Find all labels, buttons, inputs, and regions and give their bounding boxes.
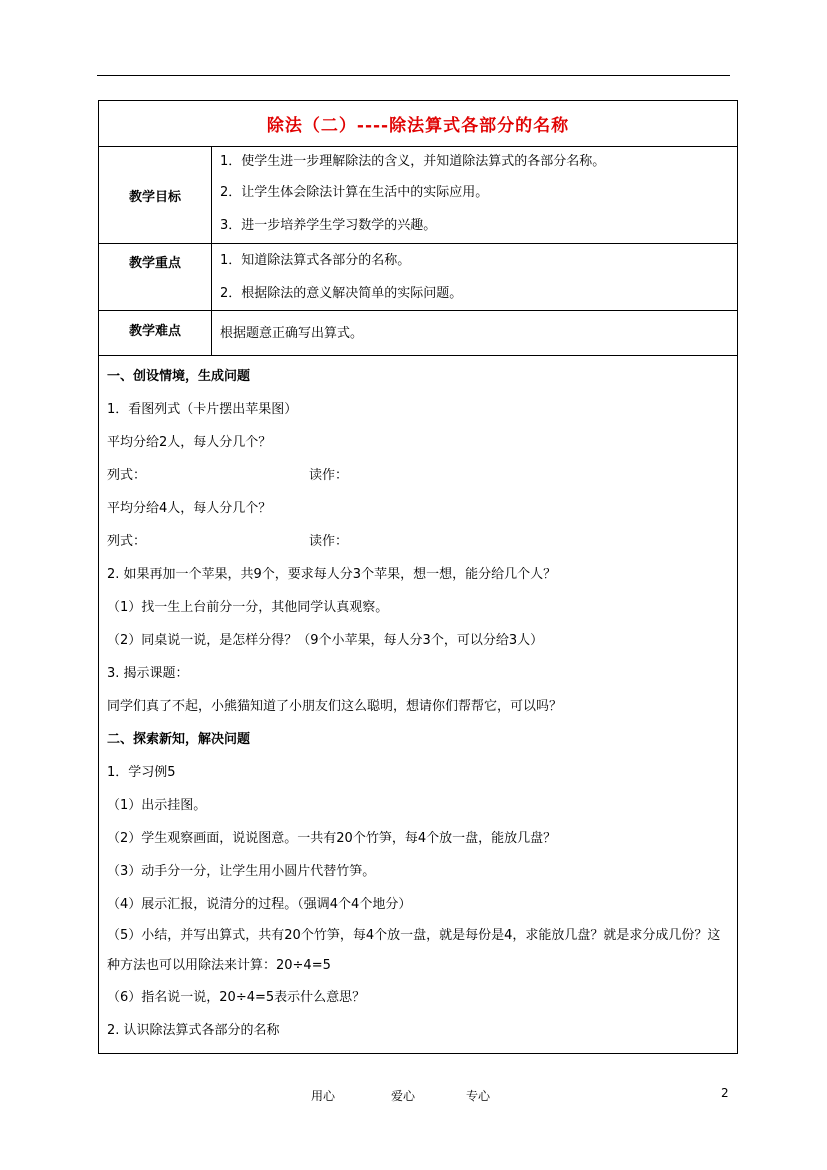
lesson-plan-table [98,100,738,1054]
footer-word: 爱心 [391,1089,416,1103]
page-number: 2 [721,1086,729,1100]
body-line: 平均分给4人，每人分几个？ [107,501,272,516]
body-line: 2. 如果再加一个苹果，共9个，要求每人分3个苹果，想一想，能分给几个人？ [107,567,557,582]
body-line: （3）动手分一分，让学生用小圆片代替竹笋。 [107,864,376,879]
formula-line [107,525,731,558]
section-heading: 一、创设情境，生成问题 [107,369,251,384]
read-label: 读作： [309,468,349,483]
list-label: 列式： [107,534,147,549]
goals-content [212,147,738,244]
body-line: （2）同桌说一说，是怎样分得？（9个小苹果，每人分3个，可以分给3人） [107,633,544,648]
body-line: （1）找一生上台前分一分，其他同学认真观察。 [107,600,389,615]
focus-label: 教学重点 [99,244,212,311]
focus-item: 2．根据除法的意义解决简单的实际问题。 [220,286,463,301]
goal-item: 2．让学生体会除法计算在生活中的实际应用。 [220,185,489,200]
body-line: 1．学习例5 [107,765,176,780]
footer-word: 用心 [311,1089,336,1103]
read-label: 读作： [309,534,349,549]
focus-item: 1．知道除法算式各部分的名称。 [220,253,411,268]
body-line: （6）指名说一说，20÷4=5表示什么意思？ [107,990,366,1005]
body-line: 1．看图列式（卡片摆出苹果图） [107,402,298,417]
body-line: （1）出示挂图。 [107,798,207,813]
body-line: （5）小结，并写出算式，共有20个竹笋，每4个放一盘，就是每份是4，求能放几盘？就是求分成几份？这种方法也可以用除法来计算：20÷4=5 [107,928,721,973]
body-line: （4）展示汇报，说清分的过程。（强调4个4个地分） [107,897,412,912]
body-line: 同学们真了不起，小熊猫知道了小朋友们这么聪明，想请你们帮帮它，可以吗？ [107,699,563,714]
focus-content [212,244,738,311]
body-line: 3. 揭示课题： [107,666,189,681]
body-line: （2）学生观察画面，说说图意。一共有20个竹笋，每4个放一盘，能放几盘？ [107,831,557,846]
body-line: 平均分给2人，每人分几个？ [107,435,272,450]
page-title: 除法（二）----除法算式各部分的名称 [99,101,738,147]
difficulty-content [212,311,738,356]
header-rule [97,75,730,76]
section-heading: 二、探索新知，解决问题 [107,732,251,747]
difficulty-label: 教学难点 [99,311,212,356]
difficulty-text: 根据题意正确写出算式。 [220,325,364,341]
body-line: 2. 认识除法算式各部分的名称 [107,1023,280,1038]
lesson-body [99,356,738,1054]
footer-word: 专心 [466,1089,491,1103]
goal-item: 3．进一步培养学生学习数学的兴趣。 [220,218,437,233]
goal-item: 1．使学生进一步理解除法的含义，并知道除法算式的各部分名称。 [220,154,606,169]
list-label: 列式： [107,468,147,483]
formula-line [107,459,731,492]
goals-label: 教学目标 [99,147,212,244]
